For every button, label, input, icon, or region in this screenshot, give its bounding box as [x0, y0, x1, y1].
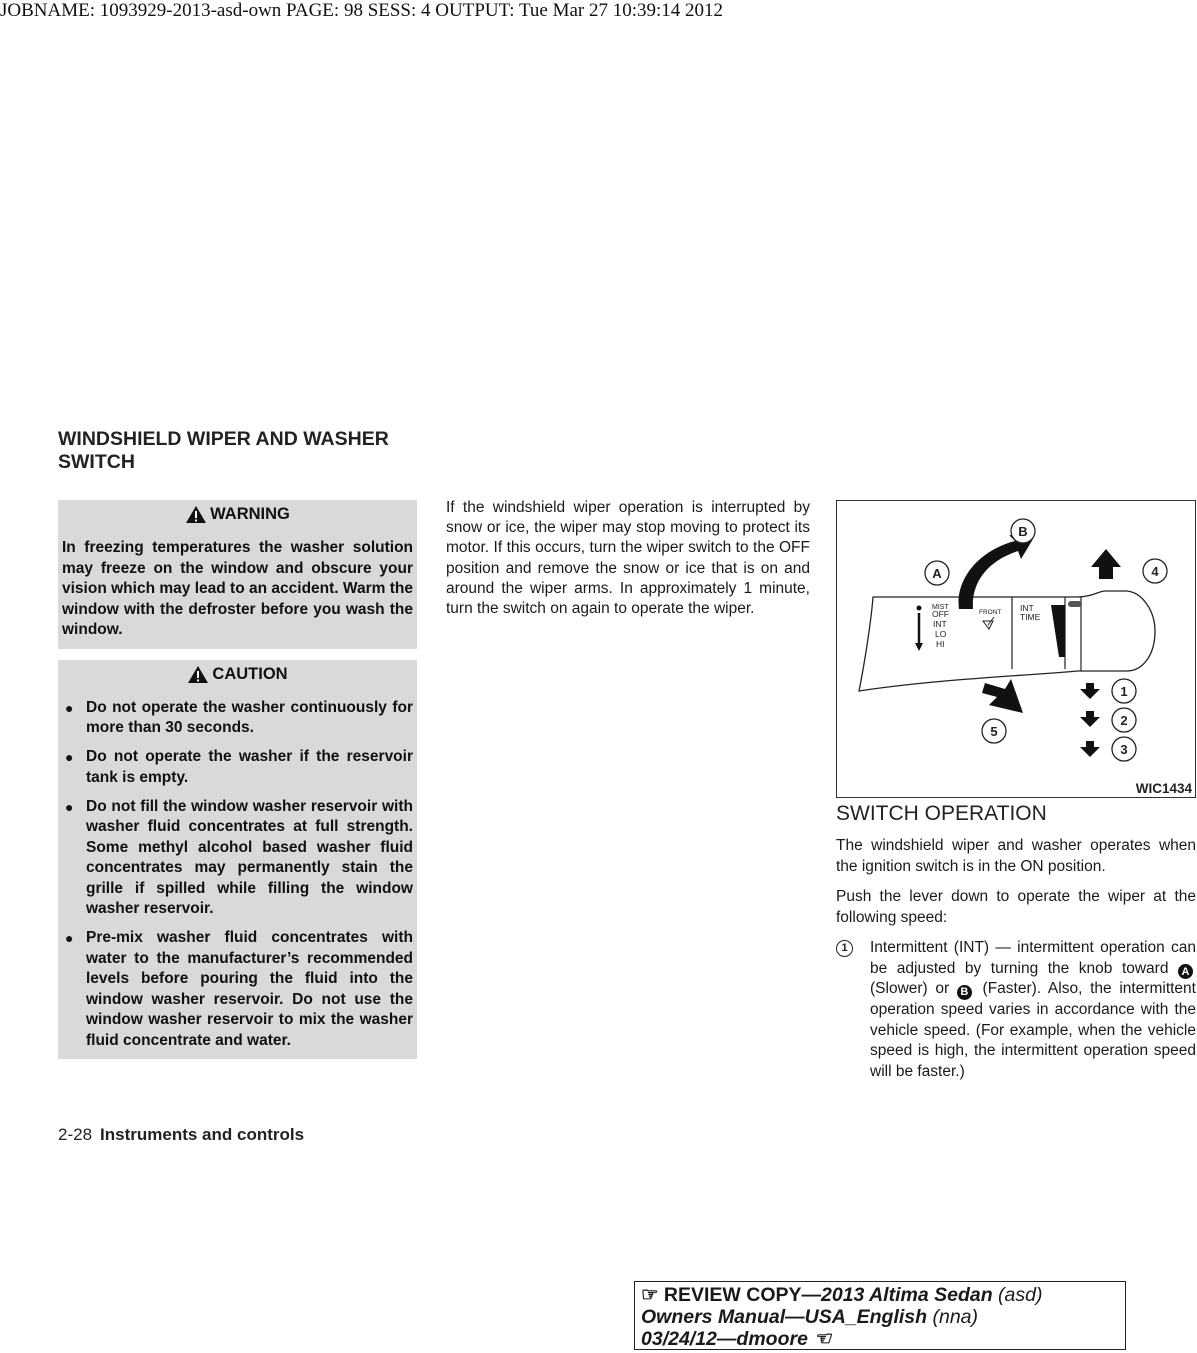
- warning-box: [58, 500, 417, 649]
- label-off: OFF: [932, 609, 949, 619]
- callout-b: [1011, 519, 1035, 543]
- warning-text: In freezing temperatures the washer solution may freeze on the window and obscure your vision which may lead to an accident. Warm the window with the defroster before you wash the window.: [58, 531, 417, 649]
- callout-2: [1112, 708, 1136, 732]
- chapter-title: Instruments and controls: [100, 1125, 305, 1144]
- svg-text:5: 5: [990, 724, 998, 739]
- section-heading: WINDSHIELD WIPER AND WASHER SWITCH: [58, 428, 389, 473]
- switch-operation-para-1: The windshield wiper and washer operates when the ignition switch is in the ON position.: [836, 837, 1196, 875]
- caution-box: [58, 660, 417, 1060]
- page-number: 2-28: [58, 1125, 93, 1144]
- wiper-switch-figure: [836, 500, 1196, 798]
- caution-item: ● Do not operate the washer if the reservoir tank is empty.: [65, 748, 413, 786]
- label-hi: HI: [936, 639, 945, 649]
- arrow-2-down-icon: [1080, 711, 1100, 727]
- svg-text:A: A: [932, 566, 942, 581]
- label-mist: MIST: [932, 604, 949, 611]
- bullet-icon: ●: [65, 699, 74, 716]
- arrow-4-up-icon: [1091, 549, 1121, 579]
- svg-text:B: B: [1018, 524, 1028, 539]
- warning-triangle-icon: [185, 505, 207, 524]
- svg-text:1: 1: [1120, 684, 1128, 699]
- warning-title-bar: [58, 500, 417, 529]
- left-column: [58, 500, 417, 1059]
- arrow-5-down-icon: [982, 679, 1023, 713]
- review-copy-stamp: [634, 1281, 1126, 1350]
- caution-item: ● Do not fill the window washer reservoir with washer fluid concentrates at full strength. Some methyl alcohol based washer fluid concentrates may permanently stain the grille if spilled while filling the window washer reservoir.: [65, 797, 413, 917]
- caution-item: ● Pre-mix washer fluid concentrates with water to the manufacturer’s recommended levels before pouring the fluid into the window washer reservoir. Do not use the window washer reservoir to mix the washer fluid concentrate and water.: [65, 929, 413, 1049]
- label-lo: LO: [935, 629, 947, 639]
- caution-triangle-icon: [187, 665, 209, 684]
- label-int-time-1: INT: [1020, 603, 1034, 613]
- svg-text:4: 4: [1151, 564, 1159, 579]
- caution-title: CAUTION: [212, 664, 288, 683]
- middle-paragraph: If the windshield wiper operation is interrupted by snow or ice, the wiper may stop moving to protect its motor. If this occurs, turn the wiper switch to the OFF position and remove the snow or ice that is on and around the wiper arms. In approximately 1 minute, turn the switch on again to operate the wiper.: [446, 499, 810, 618]
- caution-item: ● Do not operate the washer continuously for more than 30 seconds.: [65, 698, 413, 736]
- callout-5: [982, 719, 1006, 743]
- arrow-3-down-icon: [1080, 741, 1100, 757]
- bullet-icon: ●: [65, 749, 74, 765]
- svg-text:2: 2: [1120, 713, 1128, 728]
- label-int: INT: [933, 619, 947, 629]
- figure-code: WIC1434: [1135, 781, 1192, 796]
- label-front: FRONT: [979, 609, 1002, 616]
- callout-3: [1112, 737, 1136, 761]
- caution-list-body: [58, 691, 417, 1060]
- arrow-1-down-icon: [1080, 683, 1100, 699]
- switch-operation-para-2: Push the lever down to operate the wiper at the following speed:: [836, 888, 1196, 926]
- page-footer: [58, 1125, 304, 1145]
- warning-title: WARNING: [210, 505, 290, 523]
- callout-a: [925, 561, 949, 585]
- review-line-1: ☞ REVIEW COPY—2013 Altima Sedan (asd): [641, 1284, 1043, 1306]
- svg-text:3: 3: [1120, 742, 1128, 757]
- callout-1: [1112, 679, 1136, 703]
- bullet-icon: ●: [65, 798, 74, 815]
- review-line-2: Owners Manual—USA_English (nna): [641, 1306, 979, 1328]
- label-int-time-2: TIME: [1020, 612, 1041, 622]
- right-column: [836, 802, 1196, 1082]
- wiper-lever-illustration: [837, 501, 1195, 797]
- bullet-icon: ●: [65, 930, 74, 946]
- switch-operation-heading: SWITCH OPERATION: [836, 802, 1047, 825]
- review-line-3: 03/24/12—dmoore ☜: [641, 1328, 831, 1350]
- knob-b-badge: B: [957, 985, 972, 1000]
- job-header-line: JOBNAME: 1093929-2013-asd-own PAGE: 98 SESS: 4 OUTPUT: Tue Mar 27 10:39:14 2012: [0, 0, 724, 21]
- item-number-badge: 1: [836, 940, 853, 957]
- knob-a-badge: A: [1178, 964, 1193, 979]
- speed-item-1: 1 Intermittent (INT) — intermittent operation can be adjusted by turning the knob toward A (Slower) or B (Faster). Also, the intermittent operation speed varies in accordance with the vehicle speed. (For example, when the vehicle speed is high, the intermittent operation speed will be faster.): [836, 938, 1196, 1082]
- callout-4: [1143, 559, 1167, 583]
- caution-title-bar: [58, 660, 417, 689]
